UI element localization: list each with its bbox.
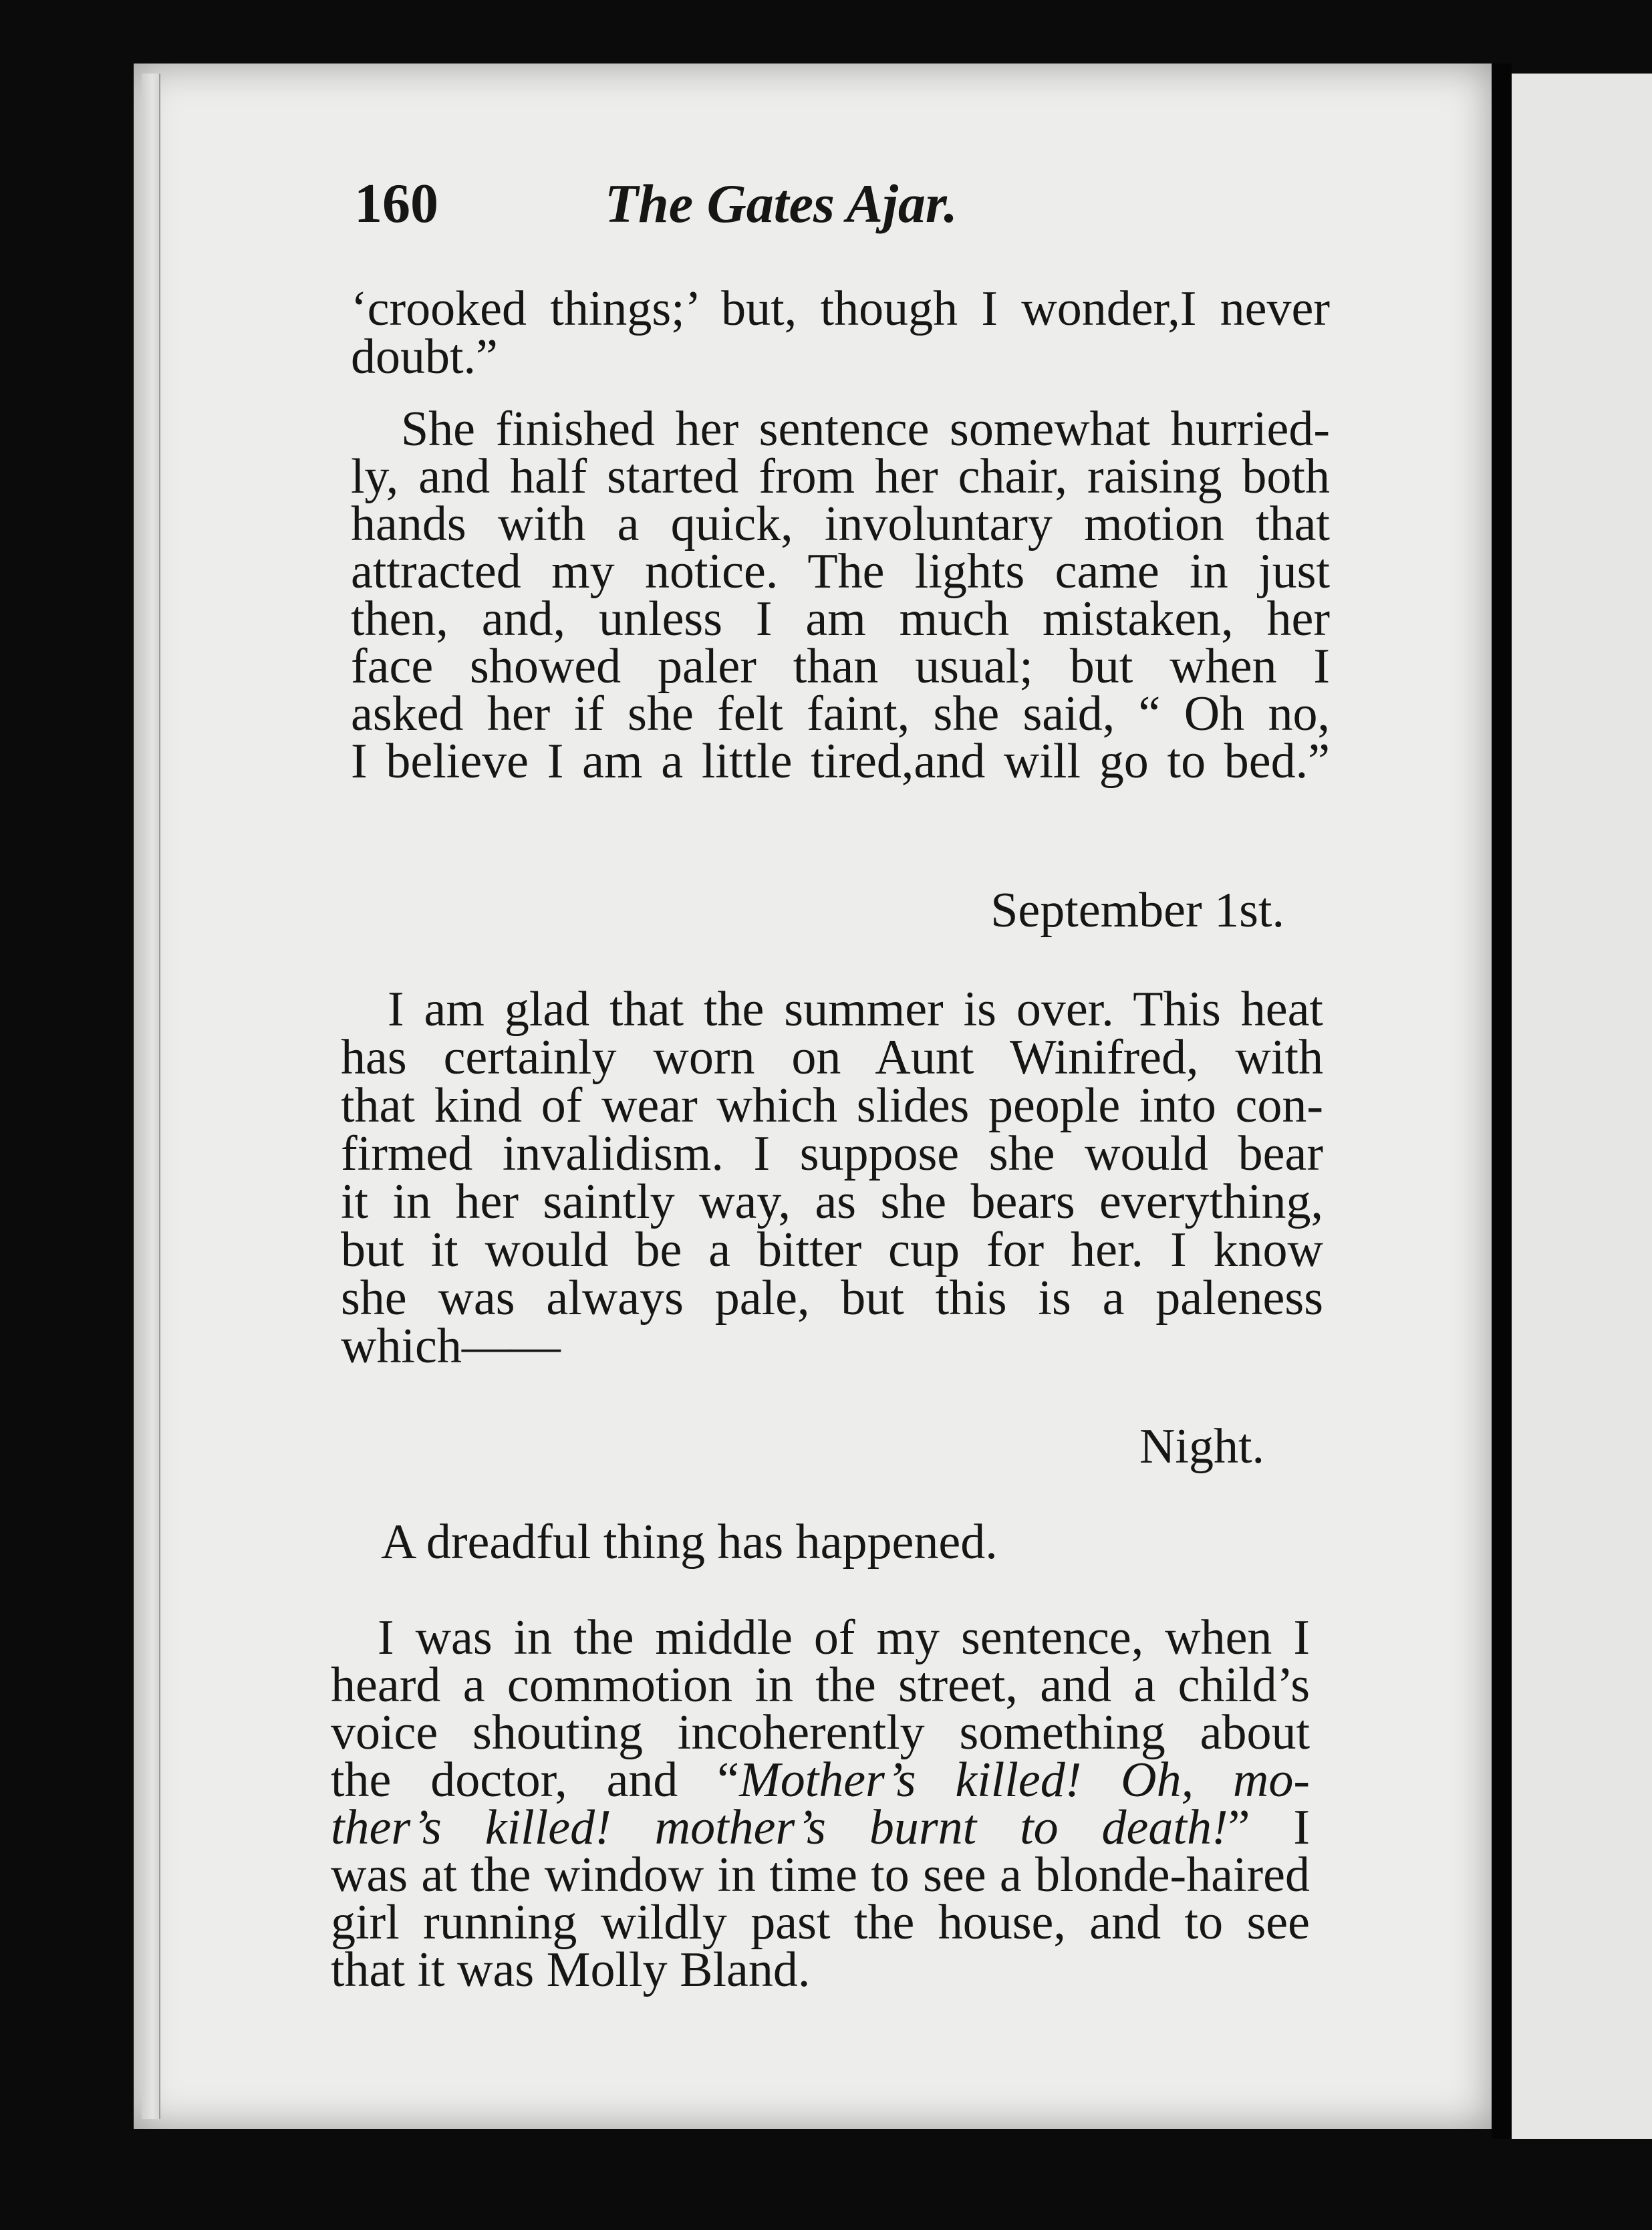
text-line: but it would be a bitter cup for her. I know (341, 1223, 1323, 1277)
text-line: then, and, unless I am much mistaken, her (351, 592, 1330, 646)
text-line: that it was Molly Bland. (331, 1943, 811, 1997)
text-line: girl running wildly past the house, and to see (331, 1895, 1310, 1950)
book-spine (1492, 64, 1512, 2139)
text-line: it in her saintly way, as she bears everything, (341, 1174, 1323, 1229)
facing-page-edge (1512, 74, 1652, 2139)
date-heading: September 1st. (990, 883, 1284, 938)
text-line: face showed paler than usual; but when I (351, 639, 1330, 694)
text-line: that kind of wear which slides people into con- (341, 1078, 1323, 1133)
text-line: ly, and half started from her chair, raising both (351, 449, 1330, 504)
text-line: ‘crooked things;’ but, though I wonder,I never (351, 281, 1330, 336)
text-line: heard a commotion in the street, and a child’s (331, 1658, 1310, 1713)
night-heading: Night. (1139, 1419, 1264, 1474)
text-line: doubt.” (351, 330, 498, 384)
text-line: the doctor, and “Mother’s killed! Oh, mo- (331, 1753, 1310, 1808)
text-line: attracted my notice. The lights came in just (351, 544, 1330, 599)
text-line: I am glad that the summer is over. This heat (388, 982, 1323, 1037)
running-title: The Gates Ajar. (605, 173, 958, 234)
text-line: firmed invalidism. I suppose she would bear (341, 1126, 1323, 1181)
text-line: has certainly worn on Aunt Winifred, with (341, 1030, 1323, 1085)
text-line: She finished her sentence somewhat hurried- (401, 402, 1330, 457)
text-line: hands with a quick, involuntary motion that (351, 497, 1330, 551)
text-line: was at the window in time to see a blonde-haired (331, 1848, 1310, 1902)
text-line: asked her if she felt faint, she said, “ Oh no, (351, 687, 1330, 741)
text-line: I was in the middle of my sentence, when I (378, 1610, 1310, 1665)
text-line: I believe I am a little tired,and will go to bed.” (351, 734, 1330, 789)
text-line: A dreadful thing has happened. (381, 1515, 998, 1570)
text-line: voice shouting incoherently something about (331, 1705, 1310, 1760)
page-number: 160 (354, 172, 438, 235)
text-line: which—— (341, 1319, 561, 1374)
text-line: ther’s killed! mother’s burnt to death!” I (331, 1800, 1310, 1855)
page-edge (142, 74, 160, 2119)
text-line: she was always pale, but this is a paleness (341, 1271, 1323, 1326)
